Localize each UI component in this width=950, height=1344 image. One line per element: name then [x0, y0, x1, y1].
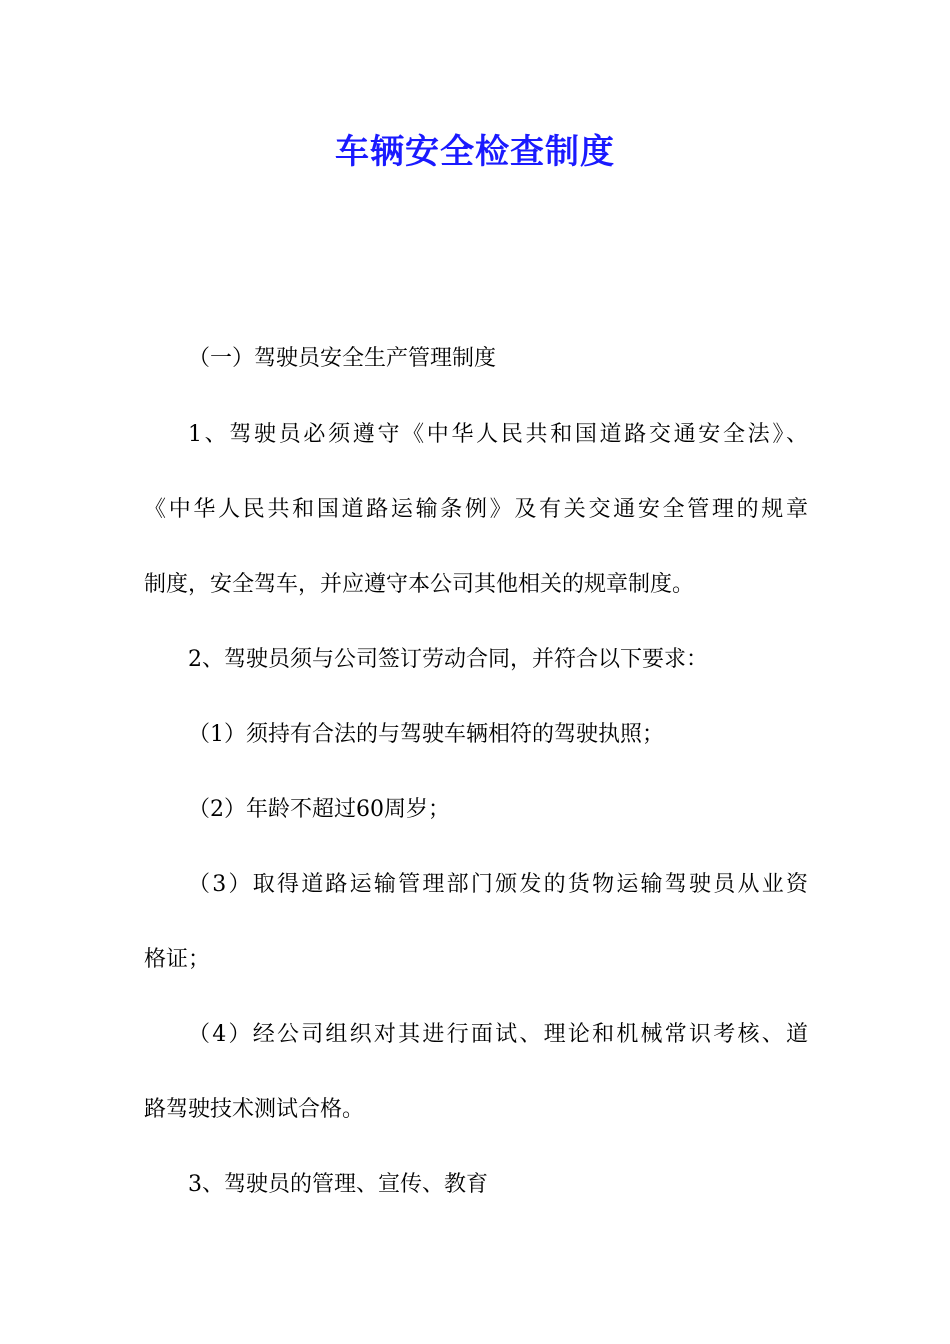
paragraph-line: 3、驾驶员的管理、宣传、教育: [188, 1172, 488, 1197]
paragraph-line: 1、驾驶员必须遵守《中华人民共和国道路交通安全法》、: [188, 422, 808, 447]
list-item: （3）取得道路运输管理部门颁发的货物运输驾驶员从业资: [188, 872, 808, 897]
paragraph-line: 《中华人民共和国道路运输条例》及有关交通安全管理的规章: [144, 497, 808, 522]
list-item-continuation: 格证；: [144, 947, 211, 972]
paragraph-line: 2、驾驶员须与公司签订劳动合同，并符合以下要求：: [188, 647, 708, 672]
paragraph-line: 制度，安全驾车，并应遵守本公司其他相关的规章制度。: [144, 572, 695, 597]
list-item: （4）经公司组织对其进行面试、理论和机械常识考核、道: [188, 1022, 808, 1047]
list-item-continuation: 路驾驶技术测试合格。: [144, 1097, 365, 1122]
document-title: 车辆安全检查制度: [335, 132, 615, 172]
list-item: （2）年龄不超过60周岁；: [188, 797, 450, 822]
section-heading: （一）驾驶员安全生产管理制度: [188, 346, 497, 371]
list-item: （1）须持有合法的与驾驶车辆相符的驾驶执照；: [188, 722, 664, 747]
